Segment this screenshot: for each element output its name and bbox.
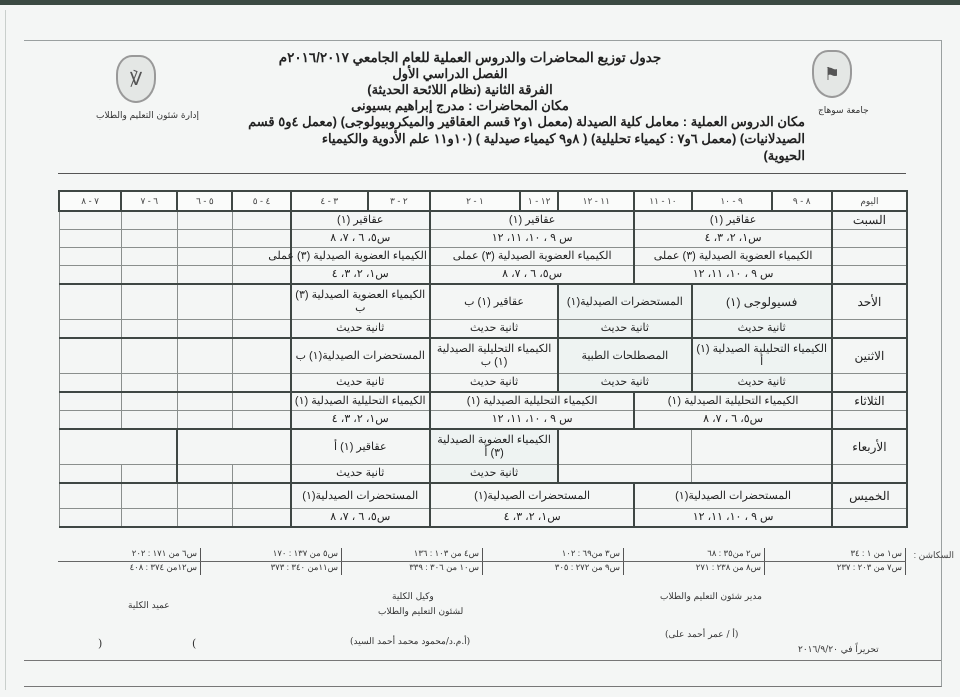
course-cell: المستحضرات الصيدلية(١) ب bbox=[291, 338, 430, 374]
saturday-row-2 bbox=[59, 230, 907, 248]
empty-cell bbox=[232, 374, 290, 393]
vice-dean-title: وكيل الكلية bbox=[392, 592, 434, 602]
section-cell: س ٩ ، ١٠، ١١، ١٢ bbox=[634, 509, 831, 528]
section-range: س٥ من ١٣٧ : ١٧٠ bbox=[201, 548, 342, 561]
empty-cell bbox=[121, 338, 177, 374]
empty-cell bbox=[59, 509, 121, 528]
empty-cell bbox=[232, 509, 290, 528]
section-cell: ثانية حديث bbox=[291, 320, 430, 339]
dean-name-close: ) bbox=[192, 637, 197, 650]
empty-cell bbox=[59, 374, 121, 393]
time-slot: ١٢ - ١ bbox=[520, 191, 558, 211]
empty-cell bbox=[232, 338, 290, 374]
section-cell: ثانية حديث bbox=[430, 320, 558, 339]
empty-cell bbox=[232, 320, 290, 339]
day-saturday: السبت bbox=[832, 211, 907, 230]
course-cell: المستحضرات الصيدلية(١) bbox=[634, 483, 831, 509]
time-slot: ١ - ٢ bbox=[430, 191, 520, 211]
issue-date: تحريراً في ٢٠١٦/٩/٢٠ bbox=[798, 645, 879, 655]
time-slot: ٤ - ٥ bbox=[232, 191, 290, 211]
course-cell: الكيمياء التحليلية الصيدلية (١) bbox=[634, 392, 831, 411]
empty-cell bbox=[121, 211, 177, 230]
empty-cell bbox=[121, 392, 177, 411]
empty-cell bbox=[121, 230, 177, 248]
wednesday-row-1 bbox=[59, 429, 907, 465]
university-name-caption: جامعة سوهاج bbox=[818, 106, 869, 116]
lecture-venue: مكان المحاضرات : مدرج إبراهيم بسيونى bbox=[351, 98, 569, 113]
day-cell-blank bbox=[832, 509, 907, 528]
section-cell: س٥، ٦ ، ٧، ٨ bbox=[291, 509, 430, 528]
empty-cell bbox=[59, 465, 121, 484]
dean-title: عميد الكلية bbox=[128, 601, 170, 611]
day-wednesday: الأربعاء bbox=[832, 429, 907, 465]
empty-cell bbox=[177, 211, 232, 230]
saturday-row-3 bbox=[59, 248, 907, 266]
empty-cell bbox=[232, 284, 290, 320]
empty-cell bbox=[232, 230, 290, 248]
empty-cell bbox=[177, 509, 232, 528]
section-cell: ثانية حديث bbox=[692, 374, 832, 393]
course-cell: الكيمياء التحليلية الصيدلية (١) bbox=[291, 392, 430, 411]
faculty-admin-caption: إدارة شئون التعليم والطلاب bbox=[96, 111, 199, 121]
section-range: س٧ من ٢٠٣ : ٢٣٧ bbox=[765, 562, 906, 575]
empty-cell bbox=[59, 338, 121, 374]
course-cell: الكيمياء العضوية الصيدلية (٣) عملى bbox=[430, 248, 634, 266]
thursday-row-1 bbox=[59, 483, 907, 509]
section-range: س٨ من ٢٣٨ : ٢٧١ bbox=[624, 562, 765, 575]
empty-cell bbox=[121, 248, 177, 266]
section-cell: ثانية حديث bbox=[291, 374, 430, 393]
empty-cell bbox=[232, 483, 290, 509]
empty-cell bbox=[177, 411, 232, 430]
empty-cell bbox=[177, 320, 232, 339]
empty-cell bbox=[177, 248, 232, 266]
director-title: مدير شئون التعليم والطلاب bbox=[660, 592, 762, 602]
course-cell: الكيمياء العضوية الصيدلية (٣) أ bbox=[430, 429, 558, 465]
empty-cell bbox=[558, 429, 691, 465]
section-cell: ثانية حديث bbox=[430, 465, 558, 484]
vice-dean-name: (أ.م.د/محمود محمد أحمد السيد) bbox=[350, 637, 471, 647]
section-range: س١١من ٣٤٠ : ٣٧٣ bbox=[201, 562, 342, 575]
time-slot: ٥ - ٦ bbox=[177, 191, 232, 211]
empty-cell bbox=[177, 374, 232, 393]
course-cell: الكيمياء التحليلية الصيدلية (١) bbox=[430, 392, 634, 411]
time-slot: ٧ - ٨ bbox=[59, 191, 121, 211]
monday-row-2 bbox=[59, 374, 907, 393]
empty-cell bbox=[232, 266, 290, 285]
tuesday-row-2 bbox=[59, 411, 907, 430]
time-slot: ٢ - ٣ bbox=[368, 191, 430, 211]
empty-cell bbox=[121, 266, 177, 285]
section-cell: س ٩ ، ١٠، ١١، ١٢ bbox=[430, 230, 634, 248]
section-cell: س ٩ ، ١٠، ١١، ١٢ bbox=[634, 266, 831, 285]
course-cell: الكيمياء العضوية الصيدلية (٣) عملى bbox=[634, 248, 831, 266]
day-monday: الاثنين bbox=[832, 338, 907, 374]
day-tuesday: الثلاثاء bbox=[832, 392, 907, 411]
empty-cell bbox=[232, 392, 290, 411]
empty-cell bbox=[692, 465, 832, 484]
thursday-row-2 bbox=[59, 509, 907, 528]
empty-cell bbox=[177, 483, 232, 509]
university-crest-icon: ⚑ bbox=[812, 50, 852, 98]
course-cell: عقاقير (١) أ bbox=[291, 429, 430, 465]
section-range: س٢ من٣٥ : ٦٨ bbox=[624, 548, 765, 561]
sections-list bbox=[58, 548, 954, 576]
time-slot: ٨ - ٩ bbox=[772, 191, 832, 211]
tuesday-row-1 bbox=[59, 392, 907, 411]
empty-cell bbox=[692, 429, 832, 465]
empty-cell bbox=[558, 465, 691, 484]
course-cell: فسيولوجى (١) bbox=[692, 284, 832, 320]
day-cell-blank bbox=[832, 248, 907, 266]
section-range: س٦ من ١٧١ : ٢٠٢ bbox=[60, 548, 201, 561]
practical-venue-line3: الحيوية) bbox=[763, 148, 805, 163]
empty-cell bbox=[121, 374, 177, 393]
director-name: (أ / عمر أحمد على) bbox=[665, 630, 739, 640]
time-slot: ٣ - ٤ bbox=[291, 191, 368, 211]
dean-name-open: ( bbox=[98, 637, 103, 650]
empty-cell bbox=[232, 211, 290, 230]
empty-cell bbox=[59, 483, 121, 509]
empty-cell bbox=[232, 465, 290, 484]
section-range: س١٠ من ٣٠٦ : ٣٣٩ bbox=[342, 562, 483, 575]
day-cell-blank bbox=[832, 374, 907, 393]
day-sunday: الأحد bbox=[832, 284, 907, 320]
section-range: س٤ من ١٠٣ : ١٣٦ bbox=[342, 548, 483, 561]
vice-dean-title-2: لشئون التعليم والطلاب bbox=[378, 607, 464, 617]
course-cell: الكيمياء التحليلية الصيدلية (١) ب bbox=[430, 338, 558, 374]
header-divider bbox=[58, 173, 906, 174]
sections-row-1 bbox=[58, 548, 906, 562]
day-thursday: الخميس bbox=[832, 483, 907, 509]
section-cell: س١، ٢، ٣، ٤ bbox=[291, 411, 430, 430]
footer-rule bbox=[24, 660, 941, 661]
sections-row-2 bbox=[58, 562, 906, 575]
wednesday-row-2 bbox=[59, 465, 907, 484]
empty-cell bbox=[177, 284, 232, 320]
day-cell-blank bbox=[832, 266, 907, 285]
section-cell: ثانية حديث bbox=[430, 374, 558, 393]
day-cell-blank bbox=[832, 411, 907, 430]
sunday-row-1 bbox=[59, 284, 907, 320]
course-cell: عقاقير (١) ب bbox=[430, 284, 558, 320]
course-cell: المستحضرات الصيدلية(١) bbox=[430, 483, 634, 509]
day-cell-blank bbox=[832, 320, 907, 339]
section-cell: ثانية حديث bbox=[558, 320, 691, 339]
section-range: س١ من ١ : ٣٤ bbox=[765, 548, 906, 561]
empty-cell bbox=[177, 266, 232, 285]
course-cell: الكيمياء العضوية الصيدلية (٣) عملى bbox=[291, 248, 430, 266]
course-cell: الكيمياء العضوية الصيدلية (٣) ب bbox=[291, 284, 430, 320]
empty-cell bbox=[59, 230, 121, 248]
time-slot: ٩ - ١٠ bbox=[692, 191, 772, 211]
empty-cell bbox=[121, 411, 177, 430]
section-cell: ثانية حديث bbox=[692, 320, 832, 339]
empty-cell bbox=[121, 509, 177, 528]
empty-cell bbox=[121, 320, 177, 339]
empty-cell bbox=[177, 465, 232, 484]
time-slot: ١٠ - ١١ bbox=[634, 191, 691, 211]
empty-cell bbox=[59, 429, 177, 465]
section-cell: س٥، ٦ ، ٧، ٨ bbox=[634, 411, 831, 430]
practical-venue-line2: الصيدلانيات) (معمل ٦و٧ : كيمياء تحليلية) ( ٨و٩ كيمياء صيدلية ) (١٠و١١ علم الأدوية والكيمياء bbox=[321, 131, 805, 146]
section-cell: س ٩ ، ١٠، ١١، ١٢ bbox=[430, 411, 634, 430]
empty-cell bbox=[177, 429, 290, 465]
empty-cell bbox=[121, 284, 177, 320]
section-range: س١٢من ٣٧٤ : ٤٠٨ bbox=[60, 562, 201, 575]
empty-cell bbox=[177, 392, 232, 411]
semester-label: الفصل الدراسي الأول bbox=[392, 66, 508, 81]
section-cell: س٥، ٦ ، ٧، ٨ bbox=[430, 266, 634, 285]
empty-cell bbox=[59, 284, 121, 320]
time-header-row bbox=[59, 191, 907, 211]
practical-venue-line1: مكان الدروس العملية : معامل كلية الصيدلة (معمل ١و٢ قسم العقاقير والميكروبيولوجى) (معمل ٤و٥ قسم bbox=[248, 114, 805, 129]
section-range: س٩ من ٢٧٢ : ٣٠٥ bbox=[483, 562, 624, 575]
empty-cell bbox=[232, 411, 290, 430]
level-label: الفرقة الثانية (نظام اللائحة الحديثة) bbox=[367, 82, 553, 97]
faculty-crest-icon: ℣ bbox=[116, 55, 156, 103]
course-cell: المستحضرات الصيدلية(١) bbox=[291, 483, 430, 509]
section-cell: س١، ٢، ٣، ٤ bbox=[430, 509, 634, 528]
section-cell: س١، ٢، ٣، ٤ bbox=[634, 230, 831, 248]
day-cell-blank bbox=[832, 465, 907, 484]
section-cell: س١، ٢، ٣، ٤ bbox=[291, 266, 430, 285]
course-cell: المستحضرات الصيدلية(١) bbox=[558, 284, 691, 320]
section-range: س٣ من٦٩ : ١٠٢ bbox=[483, 548, 624, 561]
course-cell: عقاقير (١) bbox=[291, 211, 430, 230]
saturday-row-1 bbox=[59, 211, 907, 230]
course-cell: المصطلحات الطبية bbox=[558, 338, 691, 374]
sunday-row-2 bbox=[59, 320, 907, 339]
course-cell: عقاقير (١) bbox=[430, 211, 634, 230]
empty-cell bbox=[59, 392, 121, 411]
empty-cell bbox=[59, 211, 121, 230]
empty-cell bbox=[177, 230, 232, 248]
day-column-header: اليوم bbox=[832, 191, 907, 211]
scan-top-edge bbox=[0, 0, 960, 5]
empty-cell bbox=[177, 338, 232, 374]
section-cell: ثانية حديث bbox=[558, 374, 691, 393]
empty-cell bbox=[121, 465, 177, 484]
sections-label: السكاشن : bbox=[913, 550, 954, 560]
empty-cell bbox=[121, 483, 177, 509]
course-cell: الكيمياء التحليلية الصيدلية (١) أ bbox=[692, 338, 832, 374]
empty-cell bbox=[59, 411, 121, 430]
time-slot: ٦ - ٧ bbox=[121, 191, 177, 211]
time-slot: ١١ - ١٢ bbox=[558, 191, 634, 211]
scan-left-edge bbox=[5, 10, 6, 690]
section-cell: س٥، ٦ ، ٧، ٨ bbox=[291, 230, 430, 248]
schedule-table bbox=[58, 190, 908, 528]
document-title: جدول توزيع المحاضرات والدروس العملية للعام الجامعي ٢٠١٦/٢٠١٧م bbox=[278, 50, 662, 65]
monday-row-1 bbox=[59, 338, 907, 374]
empty-cell bbox=[59, 248, 121, 266]
empty-cell bbox=[59, 320, 121, 339]
course-cell: عقاقير (١) bbox=[634, 211, 831, 230]
section-cell: ثانية حديث bbox=[291, 465, 430, 484]
day-cell-blank bbox=[832, 230, 907, 248]
empty-cell bbox=[59, 266, 121, 285]
saturday-row-4 bbox=[59, 266, 907, 285]
